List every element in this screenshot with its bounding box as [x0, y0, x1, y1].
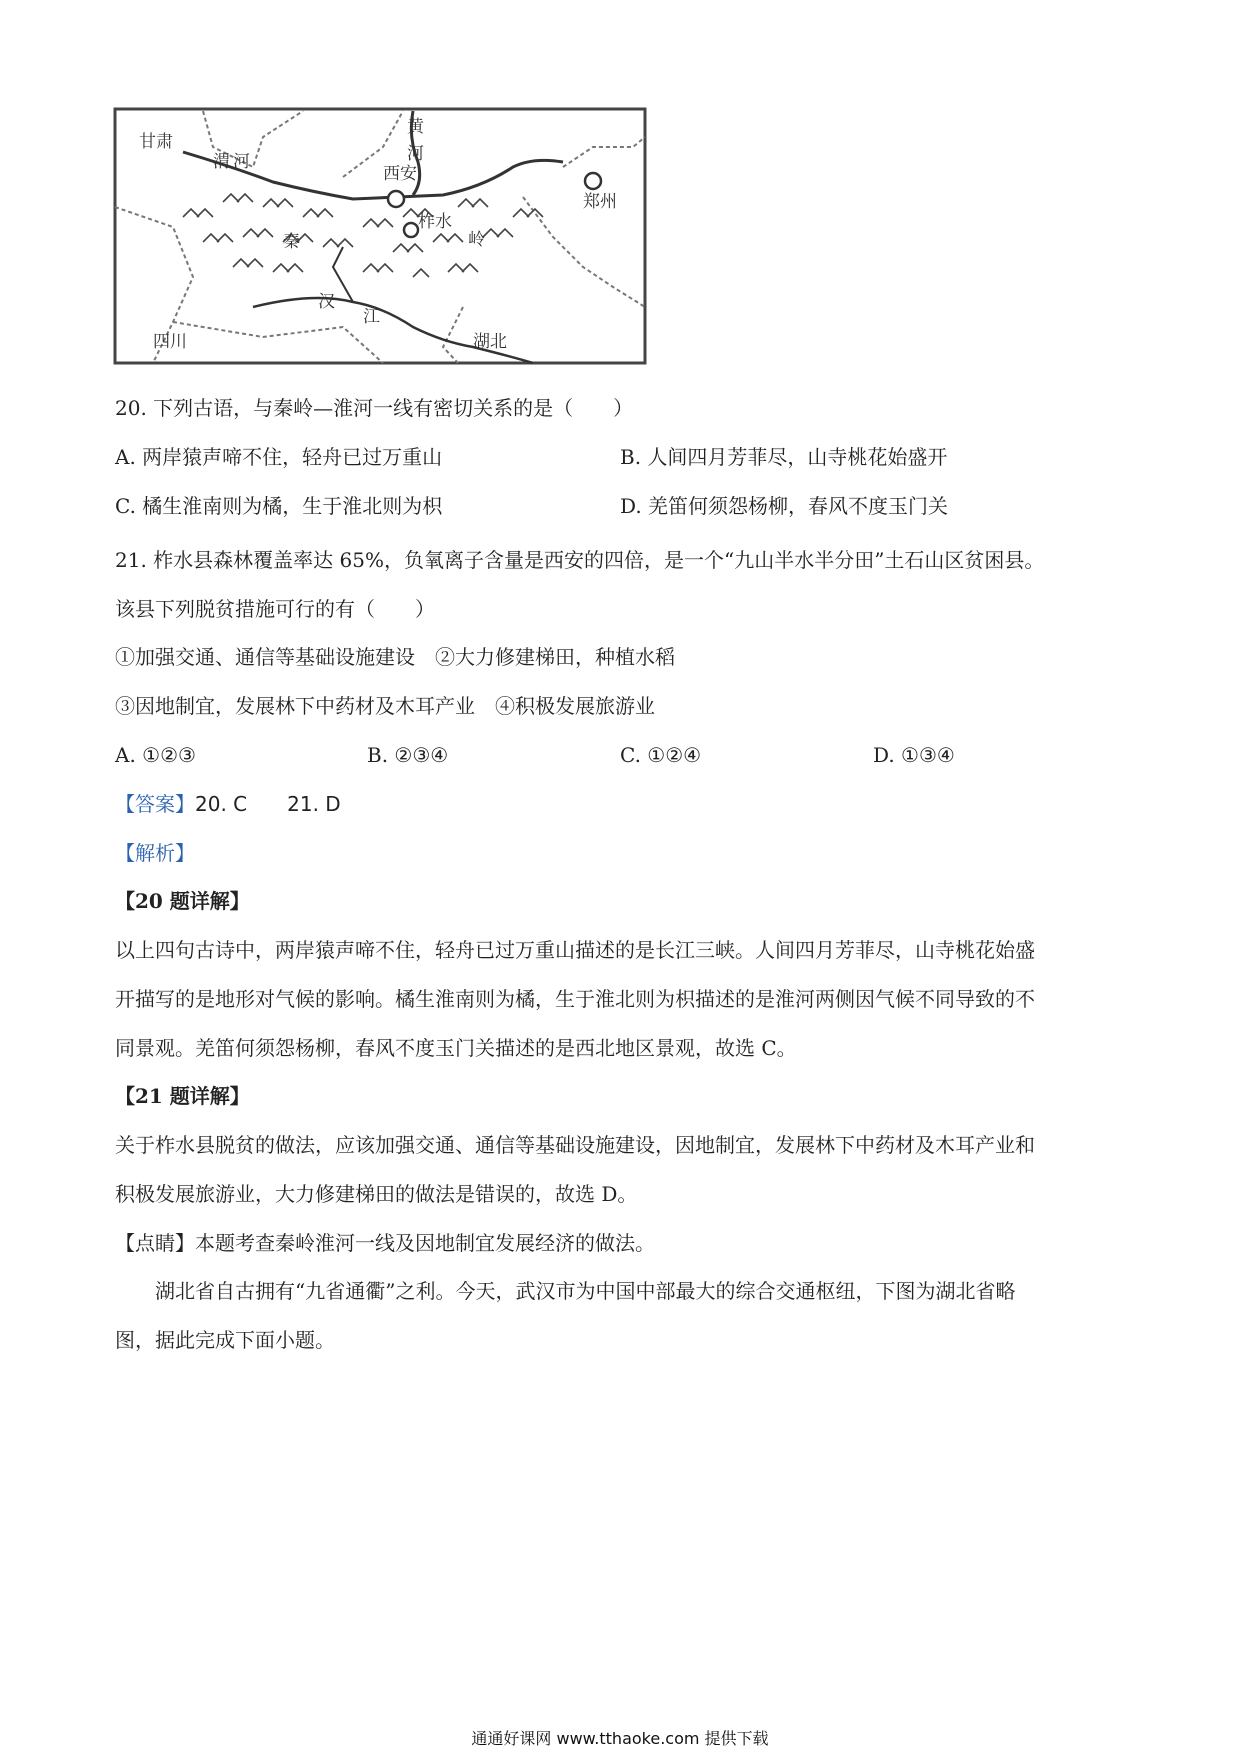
q21-option-a: A. ①②③ [115, 743, 196, 767]
analysis-20-heading: 【20 题详解】 [115, 889, 250, 913]
analysis-20-line2: 开描写的是地形对气候的影响。橘生淮南则为橘，生于淮北则为枳描述的是淮河两侧因气候不同导致的不 [115, 987, 1035, 1011]
analysis-20-line1: 以上四句古诗中，两岸猿声啼不住，轻舟已过万重山描述的是长江三峡。人间四月芳菲尽，山寺桃花始盛 [115, 938, 1035, 962]
q20-stem: 20. 下列古语，与秦岭—淮河一线有密切关系的是（ ） [115, 396, 634, 420]
map-label-sichuan: 四川 [153, 332, 187, 352]
map-label-zhengzhou: 郑州 [583, 192, 617, 212]
q20-option-b: B. 人间四月芳菲尽，山寺桃花始盛开 [620, 445, 948, 469]
q21-option-d: D. ①③④ [873, 743, 955, 767]
analysis-20-line3: 同景观。羌笛何须怨杨柳，春风不度玉门关描述的是西北地区景观，故选 C。 [115, 1036, 797, 1060]
q21-stem-line2: 该县下列脱贫措施可行的有（ ） [115, 597, 435, 621]
footer-credit: 通通好课网 www.tthaoke.com 提供下载 [471, 1729, 769, 1748]
qinling-map [113, 107, 647, 365]
map-label-huang: 黄 [407, 117, 424, 137]
analysis-21-line1: 关于柞水县脱贫的做法，应该加强交通、通信等基础设施建设，因地制宜，发展林下中药材及木耳产业和 [115, 1133, 1035, 1157]
map-label-wei-he: 河 [233, 152, 250, 172]
dianjing-note: 【点睛】本题考查秦岭淮河一线及因地制宜发展经济的做法。 [115, 1231, 655, 1255]
analysis-label: 【解析】 [115, 841, 195, 865]
q20-option-c: C. 橘生淮南则为橘，生于淮北则为枳 [115, 494, 443, 518]
map-label-gansu: 甘肃 [139, 132, 173, 152]
intro-line1: 湖北省自古拥有“九省通衢”之利。今天，武汉市为中国中部最大的综合交通枢纽，下图为湖北省略 [115, 1279, 1016, 1303]
answer-label: 【答案】 [115, 792, 195, 816]
map-label-qin: 秦 [283, 232, 300, 252]
q21-items-3-4: ③因地制宜，发展林下中药材及木耳产业 ④积极发展旅游业 [115, 694, 655, 718]
map-label-ling: 岭 [468, 230, 485, 250]
map-label-hubei: 湖北 [473, 332, 507, 352]
map-label-jiang: 江 [363, 307, 380, 327]
q20-option-a: A. 两岸猿声啼不住，轻舟已过万重山 [115, 445, 443, 469]
q21-stem-line1: 21. 柞水县森林覆盖率达 65%，负氧离子含量是西安的四倍，是一个“九山半水半分田”土石山区贫困县。 [115, 548, 1045, 572]
map-label-wei: 渭 [213, 152, 230, 172]
q21-option-b: B. ②③④ [367, 743, 449, 767]
map-label-han: 汉 [318, 292, 335, 312]
analysis-21-line2: 积极发展旅游业，大力修建梯田的做法是错误的，故选 D。 [115, 1182, 638, 1206]
q21-items-1-2: ①加强交通、通信等基础设施建设 ②大力修建梯田，种植水稻 [115, 645, 675, 669]
q21-option-c: C. ①②④ [620, 743, 702, 767]
intro-line2: 图，据此完成下面小题。 [115, 1328, 335, 1352]
map-label-he: 河 [407, 144, 424, 164]
analysis-21-heading: 【21 题详解】 [115, 1084, 250, 1108]
answer-line [115, 790, 341, 818]
map-label-zhashui: 柞水 [418, 212, 452, 232]
answer-value: 20. C 21. D [195, 792, 341, 816]
q20-option-d: D. 羌笛何须怨杨柳，春风不度玉门关 [620, 494, 949, 518]
map-label-xian: 西安 [383, 164, 417, 184]
